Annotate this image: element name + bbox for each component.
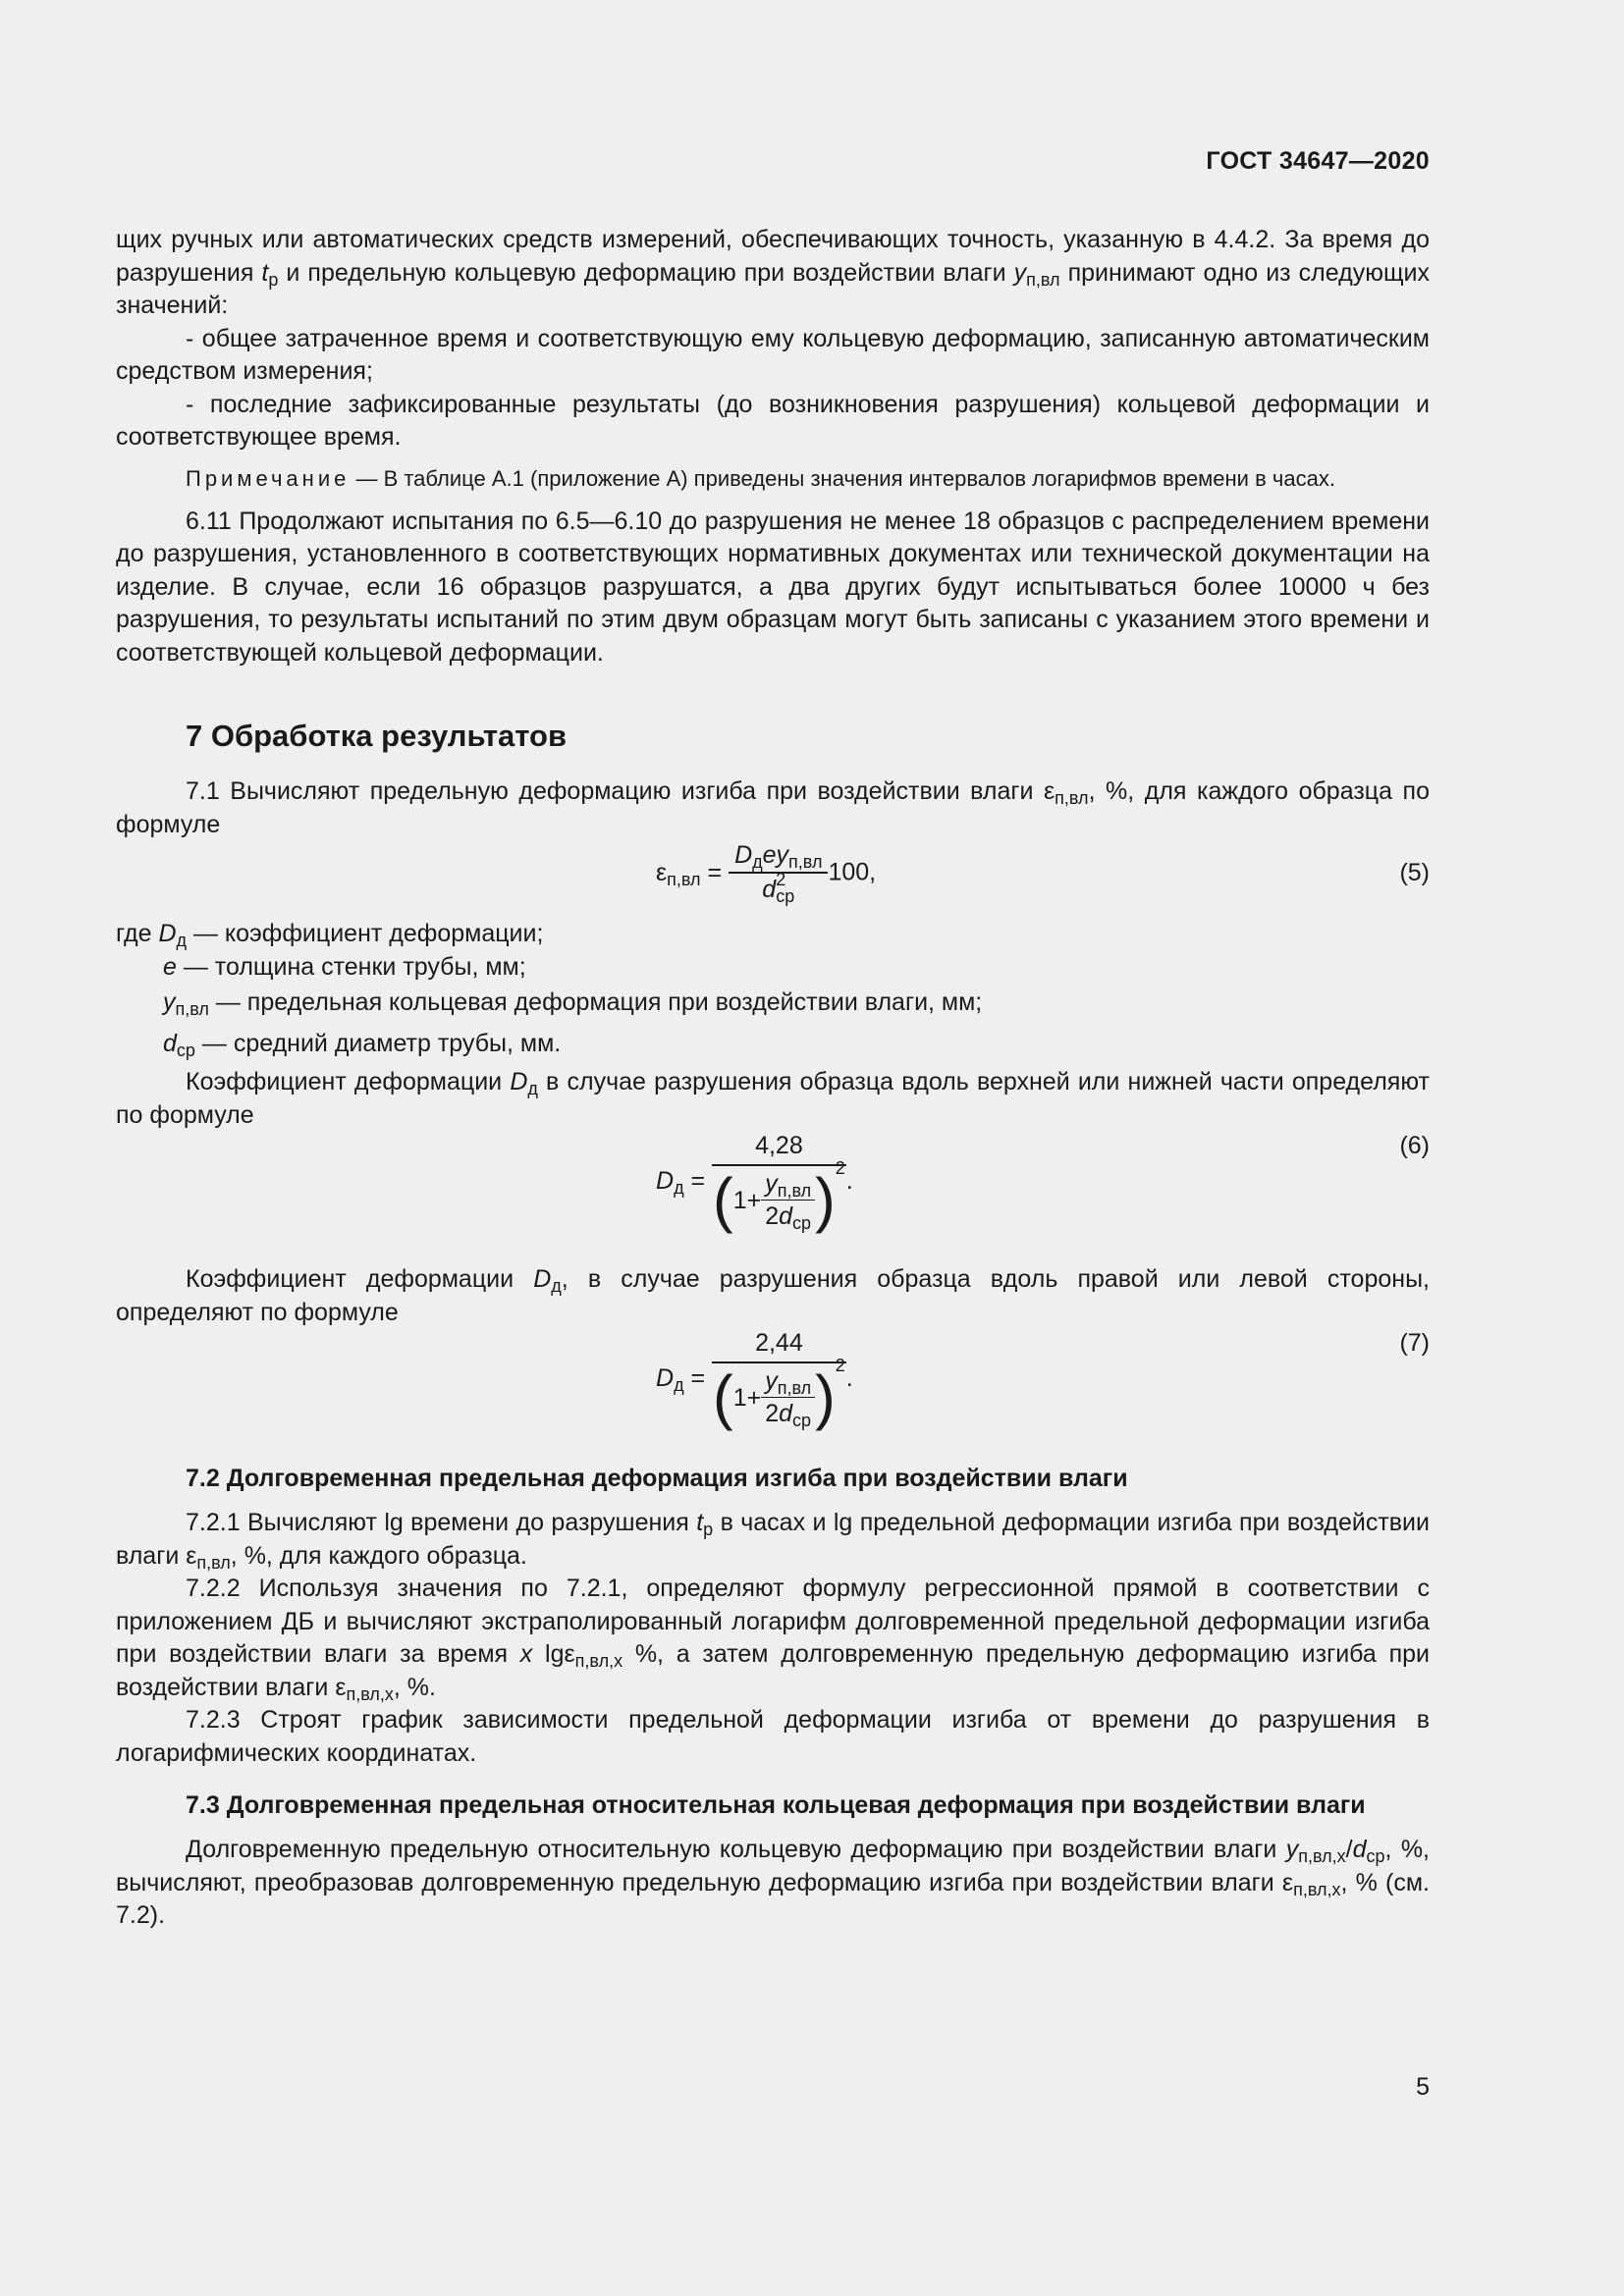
- section-7-3-title: 7.3 Долговременная предельная относительная кольцевая деформация при воздействии влаги: [186, 1791, 1366, 1819]
- paragraph-7-2-2: 7.2.2 Используя значения по 7.2.1, определяют формулу регрессионной прямой в соответствии с приложением ДБ и вычисляют экстраполированный логарифм долговременной предельной деформации изгиба при воздействии влаги за время x lgε$_{п,вл,х}$ %, а затем долговременную предельную деформацию изгиба при воздействии влаги $\varepsilon_{п,вл,х}$, %.: [116, 1575, 1430, 1704]
- paragraph-7-2-1: 7.2.1 Вычисляют lg времени до разрушения $t_р$ в часах и lg предельной деформации изгиба при воздействии влаги $\varepsilon_{п,вл}$, %, для каждого образца.: [116, 1509, 1430, 1573]
- formula-6: $D_д$ = 4,28 (1+ $\frac{y_{п,вл}}{2d_{ср}}$ )$^2$ . (6): [656, 1132, 1430, 1235]
- paragraph-coef-2: Коэффициент деформации $D_д$, в случае разрушения образца вдоль правой или левой стороны, определяют по формуле: [116, 1265, 1430, 1326]
- paragraph-7-3: Долговременную предельную относительную кольцевую деформацию при воздействии влаги $y_{п,вл,х}/d_{ср}$, %, вычисляют, преобразовав долговременную предельную деформацию изгиба при воздействии влаги $\varepsilon_{п,вл,х}$, % (см. 7.2).: [116, 1836, 1430, 1929]
- definition-y: $y_{п,вл}$ — предельная кольцевая деформация при воздействии влаги, мм;: [163, 988, 983, 1019]
- paragraph-7-1: 7.1 Вычисляют предельную деформацию изгиба при воздействии влаги $\varepsilon_{п,вл}$, %, для каждого образца по формуле: [116, 777, 1430, 838]
- formula-6-fraction: 4,28 (1+ $\frac{y_{п,вл}}{2d_{ср}}$ )$^2$: [713, 1132, 845, 1235]
- paragraph-6-10-continuation: щих ручных или автоматических средств измерений, обеспечивающих точность, указанную в 4.4.2. За время до разрушения $t_р$ и предельную кольцевую деформацию при воздействии влаги $y_{п,вл}$ принимают одно из следующих значений:: [116, 226, 1430, 319]
- formula-7-fraction: 2,44 (1+ $\frac{y_{п,вл}}{2d_{ср}}$ )$^2$: [713, 1329, 845, 1432]
- list-item: - общее затраченное время и соответствующую ему кольцевую деформацию, записанную автоматическим средством измерения;: [116, 324, 1430, 385]
- definition-d: где $D_д$ — коэффициент деформации;: [116, 920, 544, 950]
- formula-5: $\varepsilon_{п,вл}$ = $\frac{D_дey_{п,вл}}{d^2_{ср}}$ 100, (5): [656, 841, 1430, 906]
- note: Примечание — В таблице А.1 (приложение А) приведены значения интервалов логарифмов времени в часах.: [186, 465, 1335, 491]
- equation-number: (6): [1399, 1132, 1430, 1159]
- section-7-2-title: 7.2 Долговременная предельная деформация изгиба при воздействии влаги: [186, 1465, 1128, 1492]
- page-number: 5: [1416, 2073, 1430, 2101]
- note-label: Примечание: [186, 465, 351, 491]
- standard-code: ГОСТ 34647—2020: [1206, 147, 1430, 175]
- equation-number: (5): [1399, 859, 1430, 886]
- section-7-title: 7 Обработка результатов: [186, 719, 568, 753]
- list-item: - последние зафиксированные результаты (до возникновения разрушения) кольцевой деформации и соответствующее время.: [116, 390, 1430, 451]
- definition-e: e — толщина стенки трубы, мм;: [163, 952, 526, 981]
- equation-number: (7): [1399, 1329, 1430, 1357]
- formula-definitions: [116, 918, 1430, 1060]
- formula-7: $D_д$ = 2,44 (1+ $\frac{y_{п,вл}}{2d_{ср}}$ )$^2$ . (7): [656, 1329, 1430, 1432]
- page-content: [116, 224, 1430, 1933]
- paragraph-6-11: 6.11 Продолжают испытания по 6.5—6.10 до разрушения не менее 18 образцов с распределением времени до разрушения, установленного в соответствующих нормативных документах или технической документации на изделие. В случае, если 16 образцов разрушатся, а два других будут испытываться более 10000 ч без разрушения, то результаты испытаний по этим двум образцам могут быть записаны с указанием этого времени и соответствующей кольцевой деформации.: [116, 507, 1430, 667]
- definition-dcp: $d_{ср}$ — средний диаметр трубы, мм.: [163, 1029, 562, 1060]
- formula-5-fraction: $\frac{D_дey_{п,вл}}{d^2_{ср}}$: [729, 841, 828, 904]
- paragraph-7-2-3: 7.2.3 Строят график зависимости предельной деформации изгиба от времени до разрушения в логарифмических координатах.: [116, 1706, 1430, 1767]
- paragraph-coef-1: Коэффициент деформации $D_д$ в случае разрушения образца вдоль верхней или нижней части определяют по формуле: [116, 1068, 1430, 1129]
